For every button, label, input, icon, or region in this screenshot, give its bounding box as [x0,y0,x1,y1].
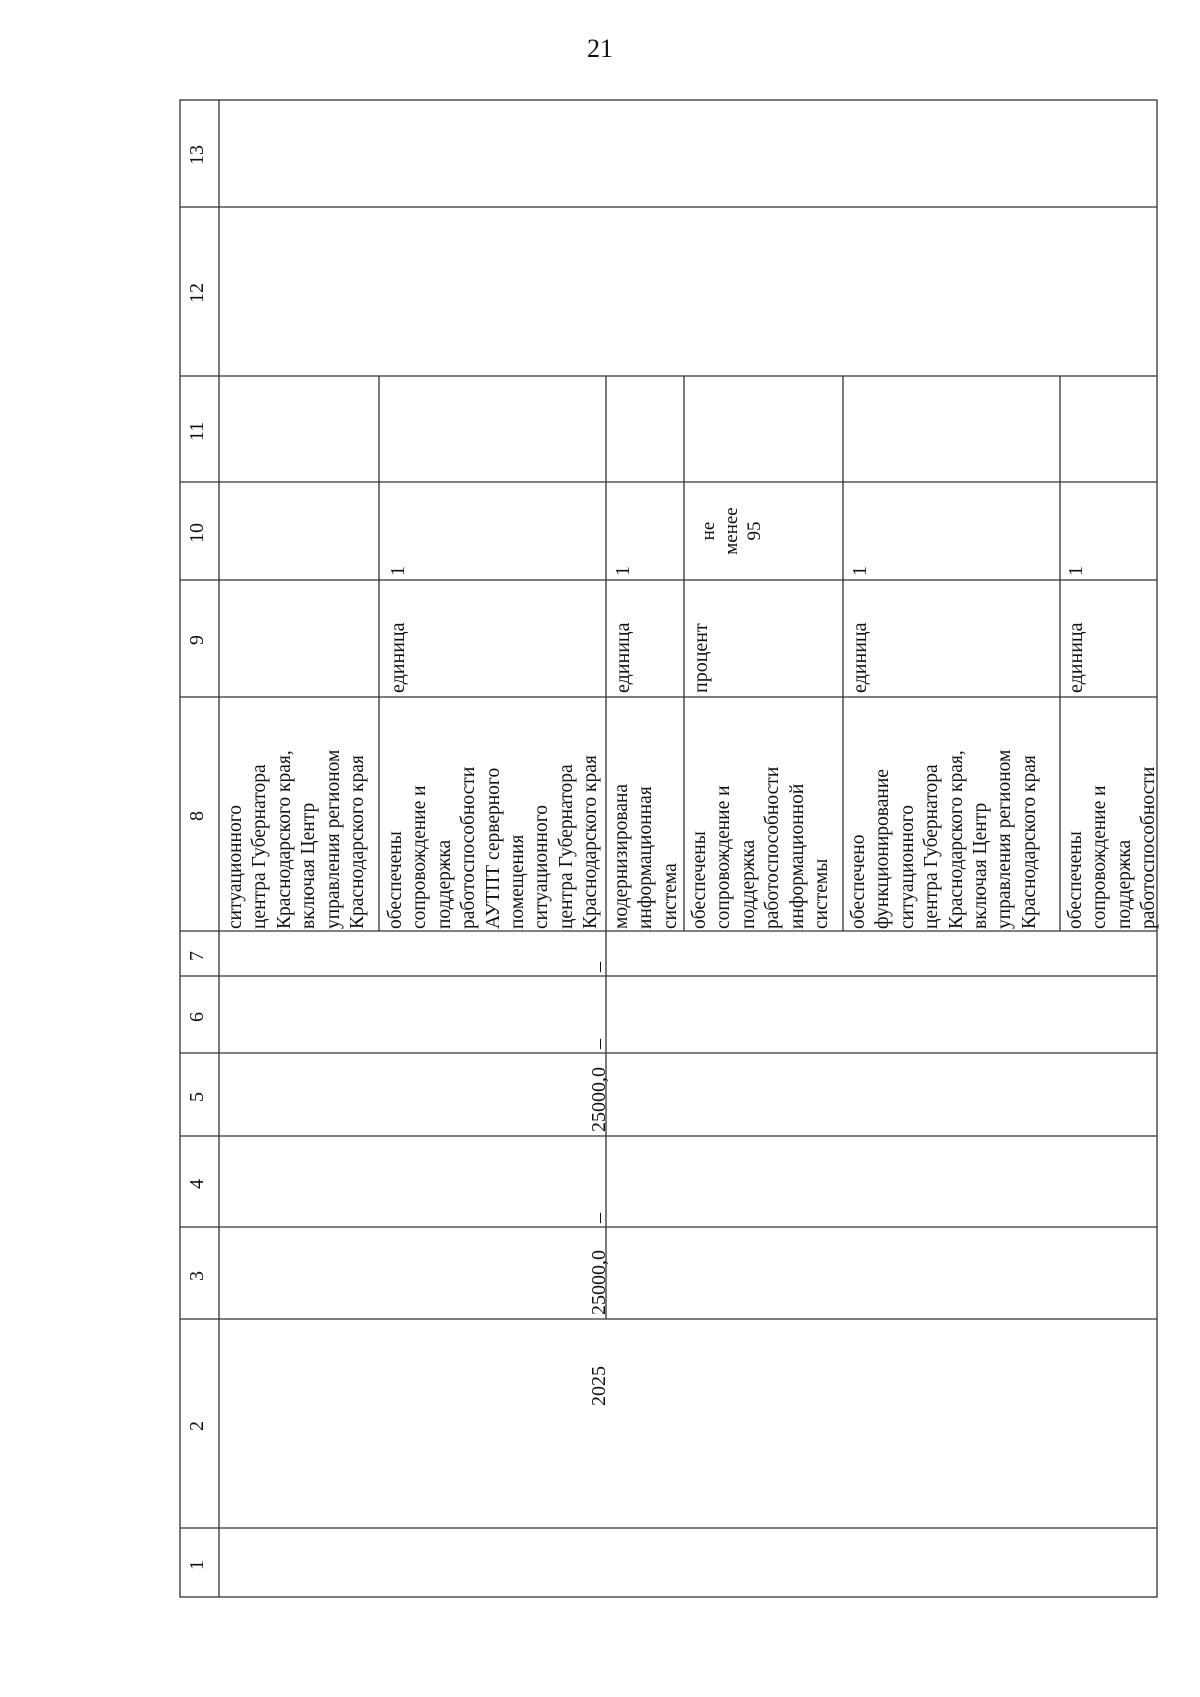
col-header-6: 6 [186,1012,208,1022]
col-header-3: 3 [186,1271,208,1281]
col4-total: 25000,0 [588,1250,610,1315]
col-header-5: 5 [186,1092,208,1102]
indicator-value-6: 1 [1065,566,1087,576]
col6-value: 25000,0 [588,1067,610,1132]
col-header-11: 11 [186,421,208,441]
indicator-text-4: обеспечены сопровождение и поддержка работоспособности информационной системы [689,766,833,929]
indicator-value-2: 1 [387,566,409,576]
indicator-unit-2: единица [387,622,409,693]
col-header-9: 9 [186,635,208,645]
col-header-10: 10 [186,523,208,543]
col7-value: – [588,1039,610,1049]
col3-year: 2025 [588,1366,610,1406]
indicator-unit-4: процент [690,623,712,693]
page-number: 21 [587,34,613,63]
indicator-unit-6: единица [1065,622,1087,693]
data-table [179,99,1159,1599]
col-header-7: 7 [186,951,208,961]
col-header-13: 13 [186,145,208,165]
col8-value: – [588,962,610,972]
indicator-value-3: 1 [612,566,634,576]
col5-value: – [588,1213,610,1223]
col-header-12: 12 [186,283,208,303]
col-header-2: 2 [186,1421,208,1431]
indicator-text-3: модернизирована информационная система [611,783,681,929]
col-header-8: 8 [186,811,208,821]
indicator-text-1: ситуационного центра Губернатора Краснодарского края, включая Центр управления регионом Краснодарского края [225,749,369,929]
col-header-1: 1 [186,1560,208,1570]
indicator-text-6: обеспечены сопровождение и поддержка работоспособности [1065,766,1160,929]
indicator-text-2: обеспечены сопровождение и поддержка работоспособности АУТПТ серверного помещения ситуационного центра Губернатора Краснодарского края [385,755,602,929]
indicator-unit-3: единица [612,622,634,693]
indicator-value-4: не менее 95 [698,507,765,555]
col-header-4: 4 [186,1179,208,1189]
indicator-text-5: обеспечено функционирование ситуационного центра Губернатора Краснодарского края, включая Центр управления регионом Краснодарского края [848,749,1040,929]
indicator-value-5: 1 [849,566,871,576]
indicator-unit-5: единица [849,622,871,693]
